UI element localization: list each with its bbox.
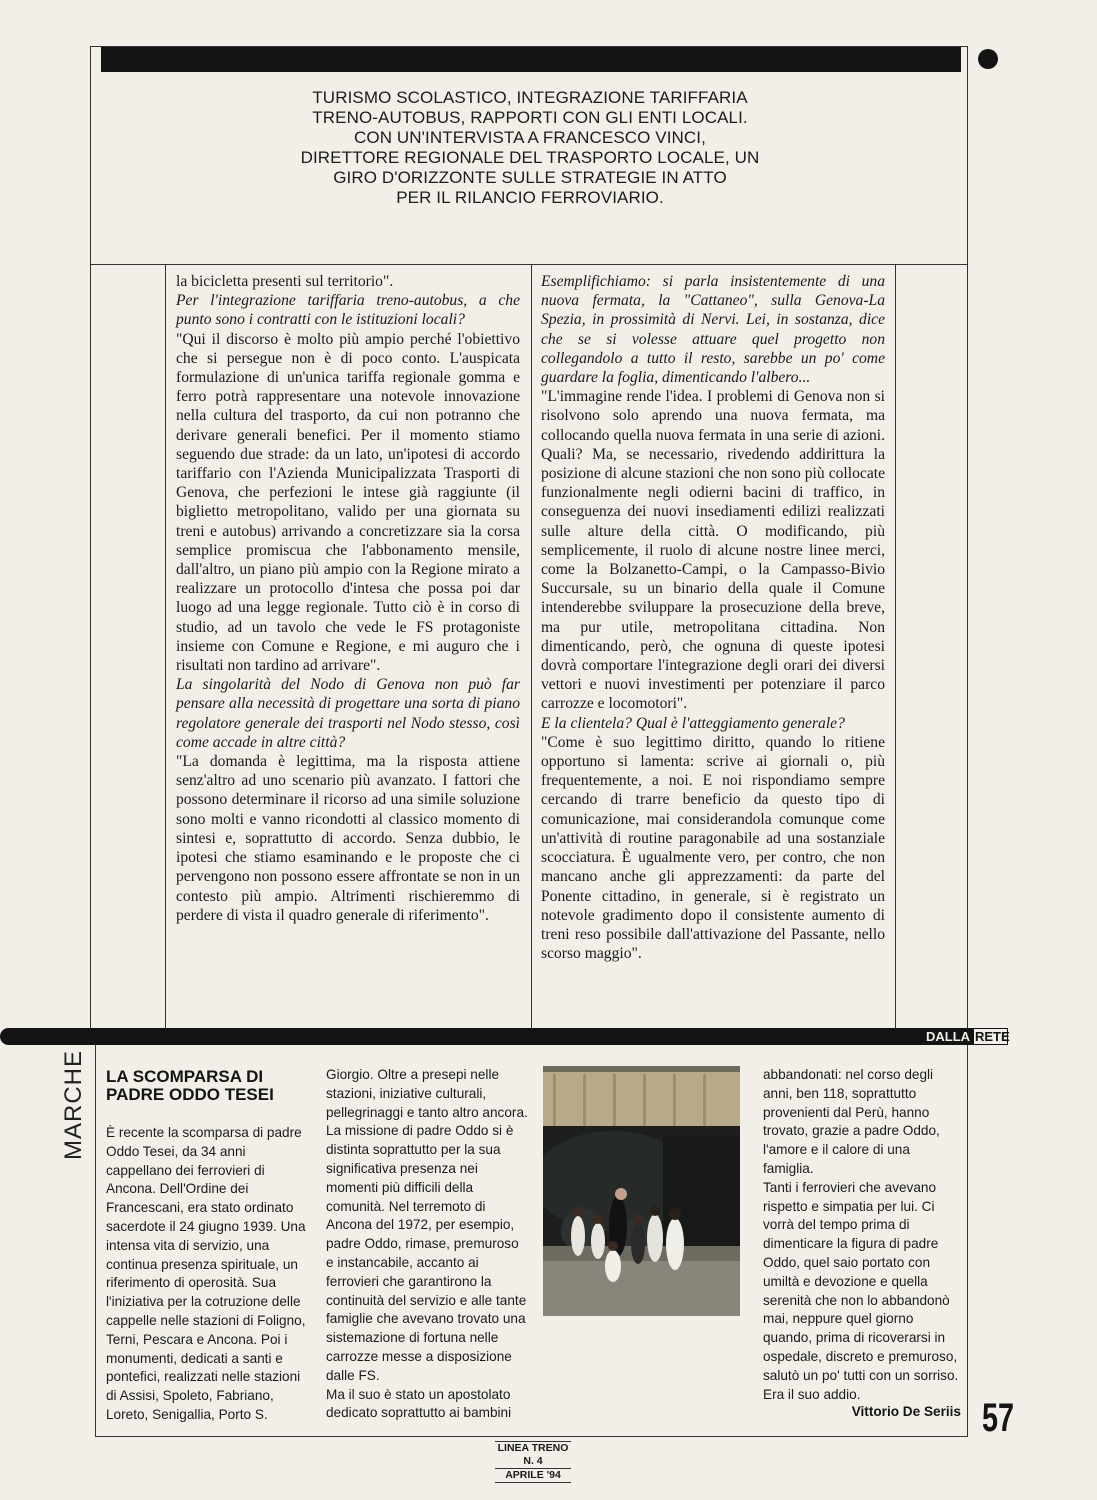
article-line: serenità che non lo abbandonò [763, 1292, 950, 1308]
article-line: dimenticare la figura di padre [763, 1236, 939, 1252]
article-line: Tanti i ferrovieri che avevano [763, 1179, 937, 1195]
article-line: famiglie che avevano trovato una [326, 1311, 526, 1327]
article-line: dedicato soprattutto ai bambini [326, 1405, 512, 1421]
article-line: distinta soprattutto per la sua [326, 1142, 501, 1158]
article-line: Loreto, Senigallia, Porto S. [106, 1406, 268, 1422]
intro-line: CON UN'INTERVISTA A FRANCESCO VINCI, [354, 128, 706, 147]
article-line: comunità. Nel terremoto di [326, 1198, 486, 1214]
article-line: La missione di padre Oddo si è [326, 1123, 514, 1139]
article-line: cappelle nelle stazioni di Foligno, [106, 1312, 306, 1328]
article-line: provenienti dal Perù, hanno [763, 1104, 930, 1120]
frame-top [90, 46, 968, 47]
article-line: monumenti, dedicati a santi e [106, 1350, 283, 1366]
article-column-3 [763, 1066, 968, 1404]
article-line: salutò un po' tutti con un sorriso. [763, 1367, 959, 1383]
article-line: Oddo Tesei, da 34 anni [106, 1143, 246, 1159]
question-paragraph: La singolarità del Nodo di Genova non può far pensare alla necessità di progettare una sorta di piano regolatore generale dei trasporti nel Nodo stesso, così come accade in altre città? [176, 676, 520, 751]
column-rule-left [165, 264, 166, 1032]
article-line: continua presenza spirituale, un [106, 1256, 298, 1272]
answer-paragraph: "Come è suo legittimo diritto, quando lo ritiene opportuno si lamenta: scrive ai giornali o, più frequentemente, a noi. E noi rispondiamo sempre cercando di trarre beneficio da questo tipo di comunicazione, mai considerandola comunque come un'attività di routine paragonabile ad una sostanziale scocciatura. È ugualmente vero, per contro, che non mancano anche gli apprezzamenti: da parte del Ponente cittadino, in generale, si è registrato un notevole gradimento dopo il consistente aumento di treni reso possibile dall'attivazione del Passante, nello scorso maggio". [541, 733, 885, 963]
article-line: l'amore e il calore di una [763, 1142, 910, 1158]
article-line: stazioni, iniziative culturali, [326, 1085, 487, 1101]
article-line: sistemazione di fortuna nelle [326, 1330, 499, 1346]
article-line: Ancona. Dell'Ordine dei [106, 1181, 249, 1197]
question-paragraph: E la clientela? Qual è l'atteggiamento generale? [541, 714, 845, 732]
article-line: significativa presenza nei [326, 1160, 478, 1176]
intro-text [300, 88, 760, 208]
answer-paragraph: "L'immagine rende l'idea. I problemi di Genova non si risolvono solo aprendo una nuova fermata, ma collocando quella nuova fermata in una serie di azioni. Quali? Ma, se necessario, rivedendo addirittura la posizione di alcune stazioni che non sono più collocate funzionalmente negli odierni bacini di traffico, in conseguenza dei nuovi insediamenti edilizi realizzati sulle alture della città. O modificando, più semplicemente, il ruolo di alcune nostre linee merci, come la Bolzanetto-Campi, o la Campasso-Bivio Succursale, su un binario della quale il Comune intenderebbe sviluppare la prosecuzione della breve, ma pur utile, metropolitana cittadina. Non dimenticando, però, che ognuna di queste ipotesi dovrà comportare l'integrazione degli orari dei diversi vettori e nuovi investimenti per potenziare il parco carrozze e locomotori". [541, 388, 885, 713]
intro-line: DIRETTORE REGIONALE DEL TRASPORTO LOCALE, UN [300, 148, 760, 167]
intro-line: GIRO D'ORIZZONTE SULLE STRATEGIE IN ATTO [333, 168, 727, 187]
header-rule-bar [101, 47, 961, 72]
article-line: cappellano dei ferrovieri di [106, 1162, 265, 1178]
region-label: MARCHE [60, 1049, 87, 1160]
footer-magazine: LINEA TRENO [497, 1442, 569, 1454]
article-line: riferimento di operosità. Sua [106, 1275, 277, 1291]
section-label-dalla: DALLA [922, 1028, 974, 1045]
article-line: trovato, grazie a padre Oddo, [763, 1123, 940, 1139]
article-line: mai, neppure quel giorno [763, 1311, 914, 1327]
interview-column-left [176, 272, 520, 925]
article-line: Ma il suo è stato un apostolato [326, 1386, 511, 1402]
article-line: Francescani, era stato ordinato [106, 1200, 294, 1216]
article-line: Terni, Pescara e Ancona. Poi i [106, 1331, 288, 1347]
article-author: Vittorio De Seriis [851, 1404, 961, 1419]
article-title-line: LA SCOMPARSA DI [106, 1067, 264, 1086]
photo-illustration [543, 1066, 740, 1316]
footer-date: APRILE '94 [505, 1469, 561, 1481]
page-number: 57 [982, 1396, 1015, 1440]
article-line: Giorgio. Oltre a presepi nelle [326, 1067, 500, 1082]
article-line: intensa vita di servizio, una [106, 1237, 270, 1253]
article-line: carrozze messe a disposizione [326, 1348, 512, 1364]
article-line: quando, prima di ricoverarsi in [763, 1330, 946, 1346]
section-rule-bar [0, 1028, 968, 1045]
article-line: sacerdote il 24 giugno 1939. Una [106, 1218, 306, 1234]
question-paragraph: Per l'integrazione tariffaria treno-autobus, a che punto sono i contratti con le istituzioni locali? [176, 292, 520, 329]
article-line: pellegrinaggi e tanto altro ancora. [326, 1104, 528, 1120]
article-line: momenti più difficili della [326, 1179, 474, 1195]
footer-rule [495, 1482, 571, 1483]
article-title [106, 1068, 316, 1104]
article-line: Ancona del 1972, per esempio, [326, 1217, 515, 1233]
article-line: e instancabile, accanto ai [326, 1254, 479, 1270]
answer-paragraph: la bicicletta presenti sul territorio". [176, 273, 394, 290]
article-line: vorrà del tempo prima di [763, 1217, 910, 1233]
article-line: È recente la scomparsa di padre [106, 1125, 302, 1140]
intro-line: TURISMO SCOLASTICO, INTEGRAZIONE TARIFFARIA [312, 88, 748, 107]
article-line: rispetto e simpatia per lui. Ci [763, 1198, 935, 1214]
lower-frame-bottom [95, 1436, 968, 1437]
answer-paragraph: "La domanda è legittima, ma la risposta attiene senz'altro ad uno scenario più avanzato. I fattori che possono determinare il ricorso ad una simile soluzione sono molti e vanno ricondotti al classico momento di sintesi e, soprattutto di accordo. Senza dubbio, le ipotesi che stiamo esaminando e le proposte che ci pervengono non possono essere affrontate se non in un contesto più ampio. Altrimenti rischieremmo di perdere di vista il quadro generale di riferimento". [176, 753, 520, 924]
article-line: ferrovieri che garantirono la [326, 1273, 492, 1289]
intro-line: PER IL RILANCIO FERROVIARIO. [396, 188, 664, 207]
frame-left [90, 46, 91, 1032]
answer-paragraph: "Qui il discorso è molto più ampio perché l'obiettivo che si persegue non è di poco conto. L'auspicata formulazione di un'unica tariffa regionale gomma e ferro potrà rappresentare una notevole innovazione nella cultura del trasporto, da cui non potranno che derivare generali benefici. Per il momento stiamo seguendo due strade: da un lato, un'ipotesi di accordo tariffario con l'Azienda Municipalizzata Trasporti di Genova, che perfezioni le intese già raggiunte (il biglietto metropolitano, valido per una giornata su treni e autobus) arrivando a concretizzare sia la corsa semplice promiscua che l'abbonamento mensile, dall'altro, un piano più ampio con la Regione mirato a realizzare un protocollo d'intesa che possa poi dar luogo ad una legge regionale. Tutto ciò è in corso di studio, ad un tavolo che vede le FS protagoniste insieme con Comune e Regione, e mi auguro che i risultati non tardino ad arrivare". [176, 330, 520, 675]
section-label-rete: RETE [970, 1028, 1008, 1045]
article-line: famiglia. [763, 1160, 814, 1176]
article-line: di Assisi, Spoleto, Fabriano, [106, 1388, 274, 1404]
article-line: padre Oddo, rimase, premuroso [326, 1236, 519, 1252]
frame-divider [90, 264, 968, 265]
intro-line: TRENO-AUTOBUS, RAPPORTI CON GLI ENTI LOCALI. [312, 108, 748, 127]
article-column-2 [326, 1066, 531, 1423]
header-dot [978, 49, 998, 69]
footer-imprint [495, 1441, 571, 1483]
article-line: ospedale, discreto e premuroso, [763, 1348, 958, 1364]
footer-issue: N. 4 [523, 1455, 543, 1467]
column-rule-middle [531, 264, 532, 1032]
article-line: Era il suo addio. [763, 1386, 861, 1402]
article-photo [543, 1066, 740, 1316]
article-line: continuità del servizio e alle tante [326, 1292, 527, 1308]
article-line: dalle FS. [326, 1367, 380, 1383]
interview-column-right [541, 272, 885, 963]
article-line: umiltà e devozione e quella [763, 1273, 928, 1289]
article-title-line: PADRE ODDO TESEI [106, 1085, 274, 1104]
article-column-1 [106, 1124, 316, 1425]
frame-right [967, 46, 968, 1032]
article-line: Oddo, quel saio portato con [763, 1254, 931, 1270]
question-paragraph: Esemplifichiamo: si parla insistentemente di una nuova fermata, la "Cattaneo", sulla Genova-La Spezia, in prossimità di Nervi. Lei, in sostanza, dice che se si volesse attuare quel progetto non collegandolo a tutto il resto, sarebbe un po' come guardare la foglia, dimenticando l'albero... [541, 273, 885, 387]
lower-frame-left [95, 1045, 96, 1437]
article-line: abbandonati: nel corso degli [763, 1067, 934, 1082]
article-line: l'iniziativa per la cotruzione delle [106, 1294, 301, 1310]
article-line: anni, ben 118, soprattutto [763, 1085, 917, 1101]
article-line: pontefici, realizzati nelle stazioni [106, 1369, 301, 1385]
column-rule-right [895, 264, 896, 1032]
